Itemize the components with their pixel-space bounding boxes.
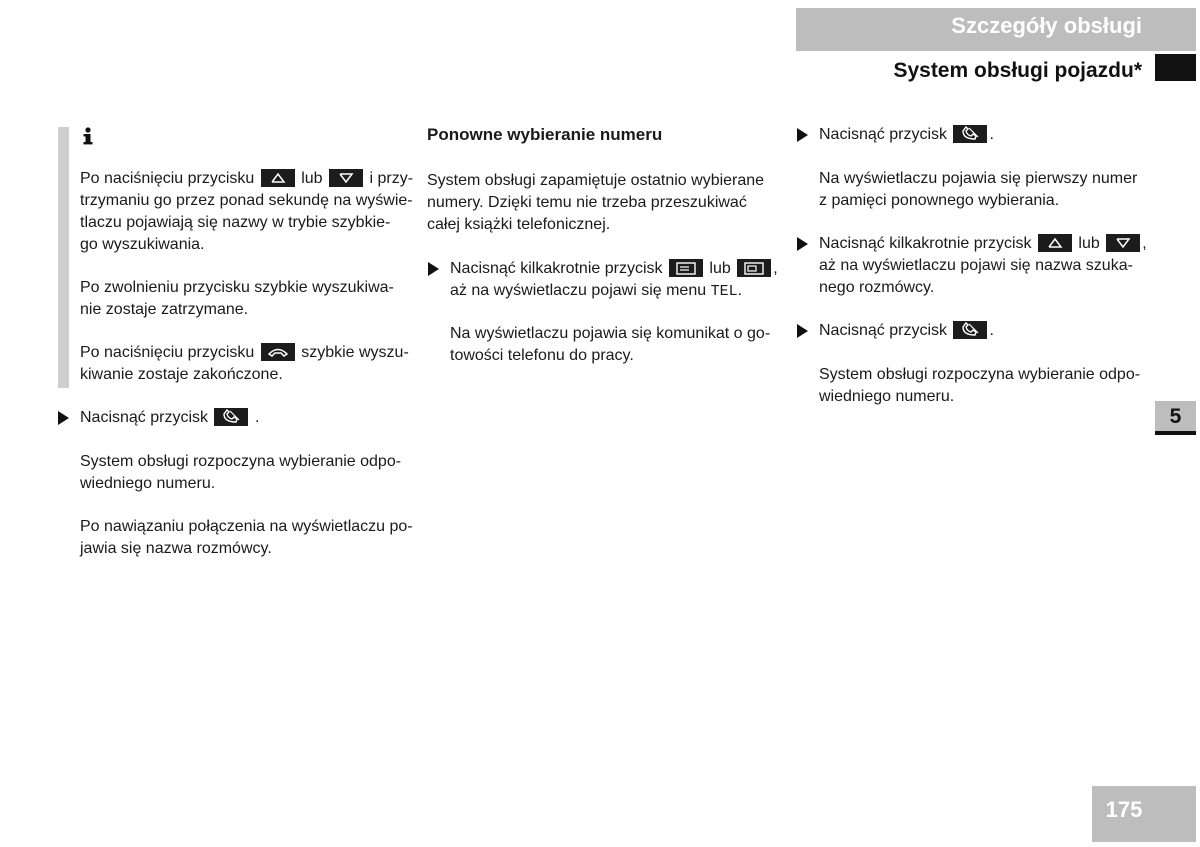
step-arrow-icon xyxy=(797,237,808,251)
text: go wyszukiwania. xyxy=(80,236,205,253)
text: towości telefonu do pracy. xyxy=(450,347,634,364)
text: wiedniego numeru. xyxy=(819,388,955,405)
menu-forward-key-icon xyxy=(737,259,771,277)
paragraph xyxy=(80,516,413,560)
text: System obsługi zapamiętuje ostatnio wybierane xyxy=(427,172,765,189)
text: lub xyxy=(1078,235,1100,252)
note-sidebar xyxy=(58,127,69,388)
text: lub xyxy=(709,260,731,277)
paragraph xyxy=(427,170,764,236)
phone-call-key-icon xyxy=(953,125,987,143)
text: Nacisnąć kilkakrotnie przycisk xyxy=(450,260,663,277)
text: Na wyświetlaczu pojawia się komunikat o go- xyxy=(450,325,771,342)
text: wiedniego numeru. xyxy=(80,475,216,492)
text: lub xyxy=(301,170,323,187)
text: z pamięci ponownego wybierania. xyxy=(819,192,1060,209)
note-paragraph-1 xyxy=(80,168,413,256)
step-arrow-icon xyxy=(797,128,808,142)
text: nie zostaje zatrzymane. xyxy=(80,301,249,318)
step-arrow-icon xyxy=(797,324,808,338)
phone-call-key-icon xyxy=(214,408,248,426)
text: trzymaniu go przez ponad sekundę na wyświe- xyxy=(80,192,413,209)
phone-call-key-icon xyxy=(953,321,987,339)
text: numery. Dzięki temu nie trzeba przeszukiwać xyxy=(427,194,747,211)
paragraph xyxy=(819,364,1140,408)
chapter-number: 5 xyxy=(1169,405,1182,428)
text: System obsługi rozpoczyna wybieranie odpo- xyxy=(80,453,402,470)
down-arrow-key-icon xyxy=(1106,234,1140,252)
text: Po naciśnięciu przycisku xyxy=(80,344,255,361)
step-arrow-icon xyxy=(428,262,439,276)
text: . xyxy=(254,409,260,426)
text: kiwanie zostaje zakończone. xyxy=(80,366,283,383)
text: całej książki telefonicznej. xyxy=(427,216,611,233)
text: . xyxy=(989,126,994,143)
text: System obsługi rozpoczyna wybieranie odpo- xyxy=(819,366,1141,383)
step-1 xyxy=(819,124,994,146)
step-1 xyxy=(80,407,259,429)
text: nego rozmówcy. xyxy=(819,279,935,296)
text: Nacisnąć przycisk xyxy=(819,322,948,339)
info-icon xyxy=(80,126,98,146)
step-arrow-icon xyxy=(58,411,69,425)
text: Nacisnąć przycisk xyxy=(819,126,948,143)
step-1 xyxy=(450,258,778,303)
text: . xyxy=(737,282,743,299)
text: Po zwolnieniu przycisku szybkie wyszukiwa- xyxy=(80,279,394,296)
up-arrow-key-icon xyxy=(1038,234,1072,252)
up-arrow-key-icon xyxy=(261,169,295,187)
text: Nacisnąć przycisk xyxy=(80,409,209,426)
page-number: 175 xyxy=(1105,797,1143,822)
text: szybkie wyszu- xyxy=(301,344,409,361)
text: , xyxy=(773,260,778,277)
header-marker xyxy=(1155,54,1196,81)
page-title: System obsługi pojazdu* xyxy=(893,59,1142,82)
text: jawia się nazwa rozmówcy. xyxy=(80,540,272,557)
step-3 xyxy=(819,320,994,342)
menu-back-key-icon xyxy=(669,259,703,277)
text: . xyxy=(989,322,994,339)
text: Na wyświetlaczu pojawia się pierwszy numer xyxy=(819,170,1138,187)
text: , xyxy=(1142,235,1147,252)
step-2 xyxy=(819,233,1147,299)
text: aż na wyświetlaczu pojawi się nazwa szuka- xyxy=(819,257,1133,274)
text: Nacisnąć kilkakrotnie przycisk xyxy=(819,235,1032,252)
section-title: Szczegóły obsługi xyxy=(951,13,1142,38)
paragraph xyxy=(450,323,770,367)
paragraph xyxy=(80,451,401,495)
phone-hangup-key-icon xyxy=(261,343,295,361)
text: i przy- xyxy=(369,170,414,187)
note-paragraph-3 xyxy=(80,342,409,386)
note-paragraph-2 xyxy=(80,277,394,321)
text: aż na wyświetlaczu pojawi się menu xyxy=(450,282,707,299)
text: Po nawiązaniu połączenia na wyświetlaczu po- xyxy=(80,518,413,535)
menu-name: TEL xyxy=(710,283,738,300)
text: tlaczu pojawiają się nazwy w trybie szybkie- xyxy=(80,214,391,231)
paragraph xyxy=(819,168,1137,212)
section-heading: Ponowne wybieranie numeru xyxy=(427,125,663,144)
text: Po naciśnięciu przycisku xyxy=(80,170,255,187)
down-arrow-key-icon xyxy=(329,169,363,187)
